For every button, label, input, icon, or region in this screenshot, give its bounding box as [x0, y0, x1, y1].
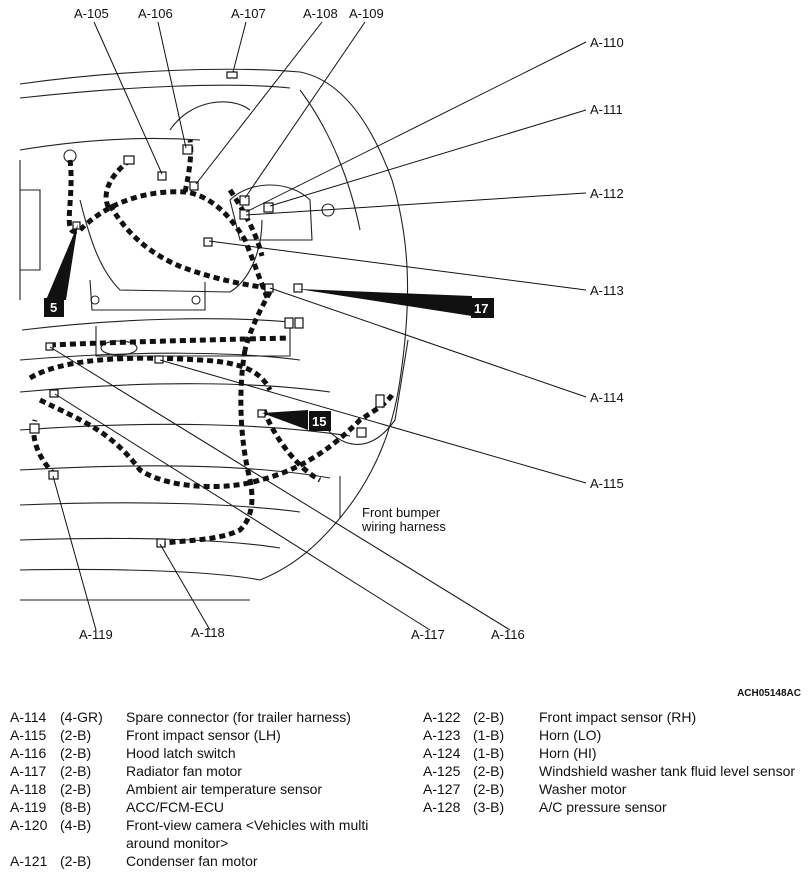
connector-id: A-117 [10, 763, 47, 779]
connector-description: ACC/FCM-ECU [126, 799, 224, 815]
connector-id: A-116 [10, 745, 47, 761]
callout-label: A-117 [411, 627, 445, 642]
connector-description: Front impact sensor (RH) [539, 709, 697, 725]
connector-description: Radiator fan motor [126, 763, 242, 779]
legend-row [423, 726, 803, 744]
connector-type: (2-B) [60, 853, 92, 869]
callout-label: A-119 [79, 627, 113, 642]
connector-id: A-120 [10, 817, 48, 833]
legend-row [10, 744, 410, 762]
connector-type: (4-B) [60, 817, 92, 833]
legend-row [423, 798, 803, 816]
connector-type: (1-B) [473, 727, 505, 743]
connector-description: Spare connector (for trailer harness) [126, 709, 351, 725]
callout-label: A-116 [491, 627, 525, 642]
badge-pointers [46, 224, 472, 430]
legend-row [10, 852, 410, 870]
connector-description: Condenser fan motor [126, 853, 258, 869]
connector-id: A-125 [423, 763, 461, 779]
badge-15: 15 [312, 414, 327, 429]
legend-row [10, 816, 410, 852]
connector-type: (2-B) [60, 745, 92, 761]
connector-description: Windshield washer tank fluid level sensor [539, 763, 796, 779]
connector-id: A-127 [423, 781, 461, 797]
connector-type: (2-B) [60, 727, 92, 743]
connector-type: (8-B) [60, 799, 92, 815]
harness-label-line1: Front bumper [362, 505, 441, 520]
legend-row [10, 780, 410, 798]
connector-id: A-119 [10, 799, 47, 815]
legend-right [423, 708, 803, 816]
connector-type: (2-B) [473, 709, 505, 725]
legend-left [10, 708, 410, 870]
legend-row [423, 744, 803, 762]
callout-label: A-111 [590, 102, 623, 117]
figure-code: ACH05148AC [737, 688, 801, 699]
badge-17: 17 [474, 301, 489, 316]
callout-label: A-113 [590, 283, 624, 298]
connector-id: A-118 [10, 781, 47, 797]
legend-row [10, 798, 410, 816]
connector-description: Hood latch switch [126, 745, 236, 761]
connector-description: Front impact sensor (LH) [126, 727, 281, 743]
connector-type: (4-GR) [60, 709, 103, 725]
harness-label-line2: wiring harness [362, 519, 446, 534]
connector-description: Ambient air temperature sensor [126, 781, 323, 797]
connector-description: Front-view camera <Vehicles with multi around monitor> [126, 817, 369, 851]
connector-type: (3-B) [473, 799, 505, 815]
connector-description: Horn (LO) [539, 727, 602, 743]
callout-label: A-109 [349, 6, 384, 21]
badge-5: 5 [50, 300, 58, 315]
connector-id: A-115 [10, 727, 47, 743]
connector-id: A-121 [10, 853, 48, 869]
body-outline [20, 69, 408, 600]
callout-label: A-112 [590, 186, 624, 201]
connector-type: (2-B) [60, 781, 92, 797]
callout-label: A-108 [303, 6, 338, 21]
callout-label: A-106 [138, 6, 173, 21]
legend-row [10, 762, 410, 780]
callout-label: A-105 [74, 6, 109, 21]
connector-id: A-128 [423, 799, 461, 815]
connector-id: A-114 [10, 709, 47, 725]
callout-label: A-115 [590, 476, 624, 491]
connector-description: Horn (HI) [539, 745, 597, 761]
connector-type: (1-B) [473, 745, 505, 761]
connector-type: (2-B) [60, 763, 92, 779]
connector-type: (2-B) [473, 781, 505, 797]
harness-annotation [361, 505, 446, 534]
legend-row [10, 708, 410, 726]
legend-row [10, 726, 410, 744]
connector-type: (2-B) [473, 763, 505, 779]
wiring-harness [30, 140, 392, 543]
connector-description: A/C pressure sensor [539, 799, 667, 815]
connector-id: A-123 [423, 727, 461, 743]
legend-row [423, 762, 803, 780]
legend-row [423, 780, 803, 798]
callout-label: A-110 [590, 35, 624, 50]
callout-label: A-118 [191, 625, 225, 640]
connector-id: A-122 [423, 709, 461, 725]
legend-row [423, 708, 803, 726]
connector-description: Washer motor [539, 781, 627, 797]
reference-badges [44, 298, 494, 431]
callout-label: A-107 [231, 6, 266, 21]
callout-label: A-114 [590, 390, 624, 405]
connector-id: A-124 [423, 745, 461, 761]
